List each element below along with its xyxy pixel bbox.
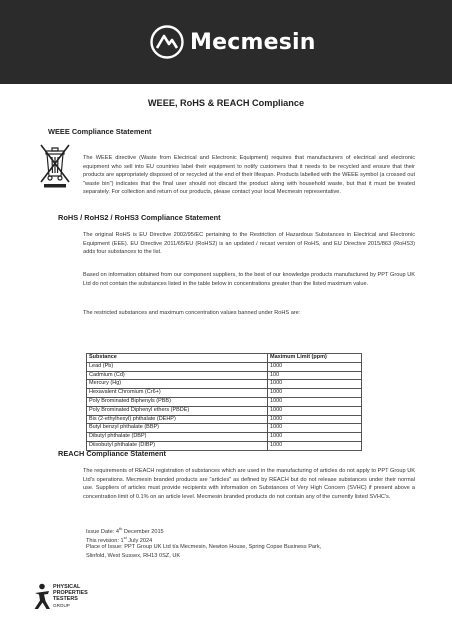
table-row [87,415,362,424]
limit-cell: 1000 [268,380,362,389]
ppt-group-logo [33,581,93,611]
table-row [87,389,362,398]
rohs-paragraph-3: The restricted substances and maximum concentration values banned under RoHS are: [83,310,301,316]
weee-heading: WEEE Compliance Statement [48,127,152,136]
limit-cell: 1000 [268,433,362,442]
substance-cell: Cadmium (Cd) [87,371,268,380]
mecmesin-logo-icon [150,25,184,59]
substance-cell: Bis (2-ethylhexyl) phthalate (DEHP) [87,415,268,424]
ppt-group-wordmark: PHYSICAL PROPERTIES TESTERS GROUP [53,584,88,608]
weee-crossed-bin-icon [38,143,72,189]
issue-date: Issue Date: 4th December 2015 [86,526,164,535]
table-row [87,433,362,442]
table-row [87,397,362,406]
table-header-row [87,354,362,363]
rohs-paragraph-2: Based on information obtained from our component suppliers, to the best of our knowledge products manufactured by PPT Group UK Ltd do not contain the substances listed in the table below in concentrations greater than the listed maximum value. [83,272,415,287]
limit-cell: 1000 [268,362,362,371]
limit-cell: 1000 [268,415,362,424]
table-row [87,362,362,371]
ppt-group-figure-icon [33,583,52,611]
substance-cell: Dibutyl phthalate (DBP) [87,433,268,442]
reach-body: The requirements of REACH registration of substances which are used in the manufacturing of articles do not apply to PPT Group UK Ltd's operations. Mecmesin branded products are "articles" as defined by REACH but do not release substances under their normal use. Suppliers of articles must provide recipients with information on Substances of Very High Concern (SVHC) if present above a concentration limit of 0.1% on an article level. Mecmesin branded products do not contain any of the currently listed SVHC's. [83,468,415,500]
brand-logo [150,24,316,60]
rohs-heading: RoHS / RoHS2 / RoHS3 Compliance Statement [58,213,221,222]
table-row [87,424,362,433]
substance-cell: Diisobutyl phthalate (DIBP) [87,441,268,450]
substance-cell: Butyl benzyl phthalate (BBP) [87,424,268,433]
rohs-substances-table [86,353,362,451]
substance-cell: Hexavalent Chromium (Cr6+) [87,389,268,398]
limit-cell: 100 [268,371,362,380]
header-banner [0,0,452,84]
substance-cell: Poly Brominated Diphenyl ethers (PBDE) [87,406,268,415]
document-title: WEEE, RoHS & REACH Compliance [147,98,305,108]
substance-cell: Poly Brominated Biphenyls (PBB) [87,397,268,406]
table-header-substance: Substance [87,354,268,363]
substance-cell: Lead (Pb) [87,362,268,371]
rohs-paragraph-1: The original RoHS is EU Directive 2002/95/EC pertaining to the Restriction of Hazardous Substances in Electrical and Electronic Equipment (EEE). EU Directive 2011/65/EU (RoHS2) is an updated / recast version of RoHS, and EU Directive 2015/863 (RoHS3) adds four substances to the list. [83,232,415,256]
substance-cell: Mercury (Hg) [87,380,268,389]
limit-cell: 1000 [268,424,362,433]
place-of-issue-line-1: Place of Issue: PPT Group UK Ltd t/a Mecmesin, Newton House, Spring Copse Business Park, [86,544,322,550]
weee-body: The WEEE directive (Waste from Electrical and Electronic Equipment) requires that manufacturers of electrical and electronic equipment who sell into EU countries label their equipment to notify customers that it needs to be recycled and ensure that their products are appropriately disposed of or recycled at the end of their lifespan. Products labelled with the WEEE symbol (a crossed out "waste bin") indicates that the final user should not discard the product along with household waste, but that it must be treated separately. For collection and return of our products, please contact your local Mecmesin representative. [83,155,415,196]
table-row [87,371,362,380]
limit-cell: 1000 [268,406,362,415]
limit-cell: 1000 [268,441,362,450]
reach-heading: REACH Compliance Statement [58,449,167,458]
table-row [87,406,362,415]
table-row [87,380,362,389]
limit-cell: 1000 [268,389,362,398]
place-of-issue-line-2: Slinfold, West Sussex, RH13 0SZ, UK [86,553,181,559]
table-header-limit: Maximum Limit (ppm) [268,354,362,363]
revision-date: This revision: 1st July 2024 [86,535,153,544]
brand-name: Mecmesin [190,29,316,55]
limit-cell: 1000 [268,397,362,406]
